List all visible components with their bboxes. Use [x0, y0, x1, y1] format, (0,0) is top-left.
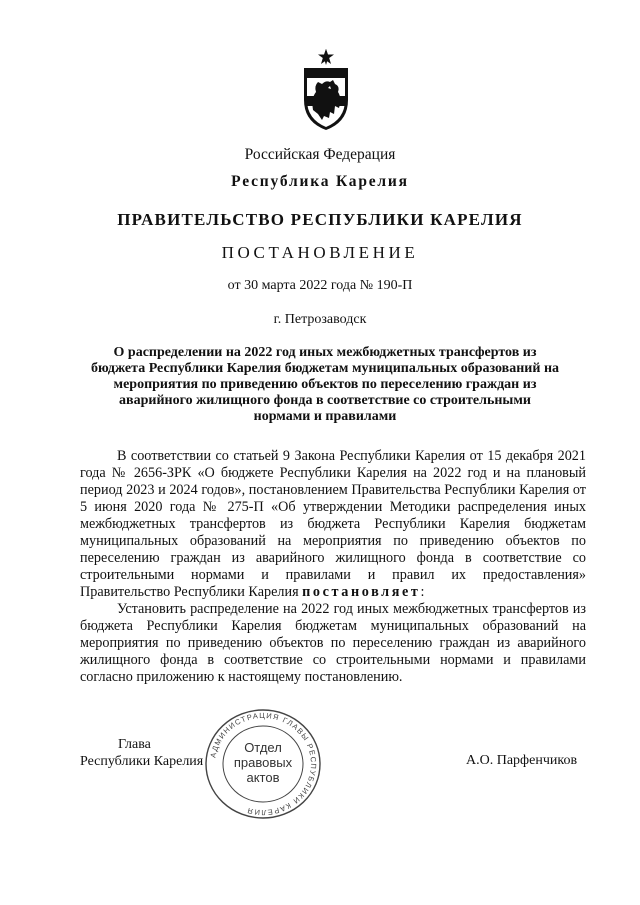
- stamp-ring-text: АДМИНИСТРАЦИЯ ГЛАВЫ РЕСПУБЛИКИ КАРЕЛИЯ: [208, 710, 319, 818]
- preamble-text: В соответствии со статьей 9 Закона Республики Карелия от 15 декабря 2021 года № 2656-ЗРК «О бюджете Республики Карелия на 2022 год и на плановый период 2023 и 2024 годов», постановлением Правительства Республики Карелия от 5 июня 2020 года № 275-П «Об утверждении Методики распределения иных межбюджетных трансфертов из бюджета Республики Карелия бюджетам муниципальных образований на мероприятия по приведению объектов по переселению граждан из аварийного жилищного фонда в соответствие со строительными нормами и правилами и правил их предоставления» Правительство Республики Карелия: [80, 448, 586, 600]
- document-type: ПОСТАНОВЛЕНИЕ: [221, 243, 419, 262]
- paragraph-preamble: [80, 448, 586, 601]
- role-line-1: Глава: [118, 737, 151, 752]
- role-line-2: Республики Карелия: [80, 754, 204, 769]
- preamble-end: :: [420, 584, 425, 600]
- document-title: О распределении на 2022 год иных межбюджетных трансфертов из бюджета Республики Карелия бюджетам муниципальных образований на мероприятия по приведению объектов по переселению граждан из аварийного жилищного фонда в соответствие со строительными нормами и правилами: [90, 345, 560, 424]
- government-name: ПРАВИТЕЛЬСТВО РЕСПУБЛИКИ КАРЕЛИЯ: [117, 210, 523, 229]
- city: г. Петрозаводск: [273, 312, 367, 327]
- paragraph-resolution: Установить распределение на 2022 год иных межбюджетных трансфертов из бюджета Республики Карелия бюджетам муниципальных образований на мероприятия по приведению объектов по переселению граждан из аварийного жилищного фонда в соответствие со строительными нормами и правилами согласно приложению к настоящему постановлению.: [80, 601, 586, 685]
- signatory-name: А.О. Парфенчиков: [466, 753, 578, 768]
- karelia-coat-of-arms-icon: [300, 48, 352, 132]
- stamp-line-1: Отдел: [244, 740, 282, 755]
- stamp-line-3: актов: [246, 770, 280, 785]
- date-and-number: от 30 марта 2022 года № 190-П: [227, 278, 413, 293]
- republic-name: Республика Карелия: [231, 173, 409, 190]
- country-name: Российская Федерация: [244, 146, 396, 163]
- stamp-center-text: [229, 740, 297, 785]
- document-body: [80, 448, 586, 686]
- stamp-line-2: правовых: [233, 755, 293, 770]
- resolves-keyword: постановляет: [302, 584, 421, 600]
